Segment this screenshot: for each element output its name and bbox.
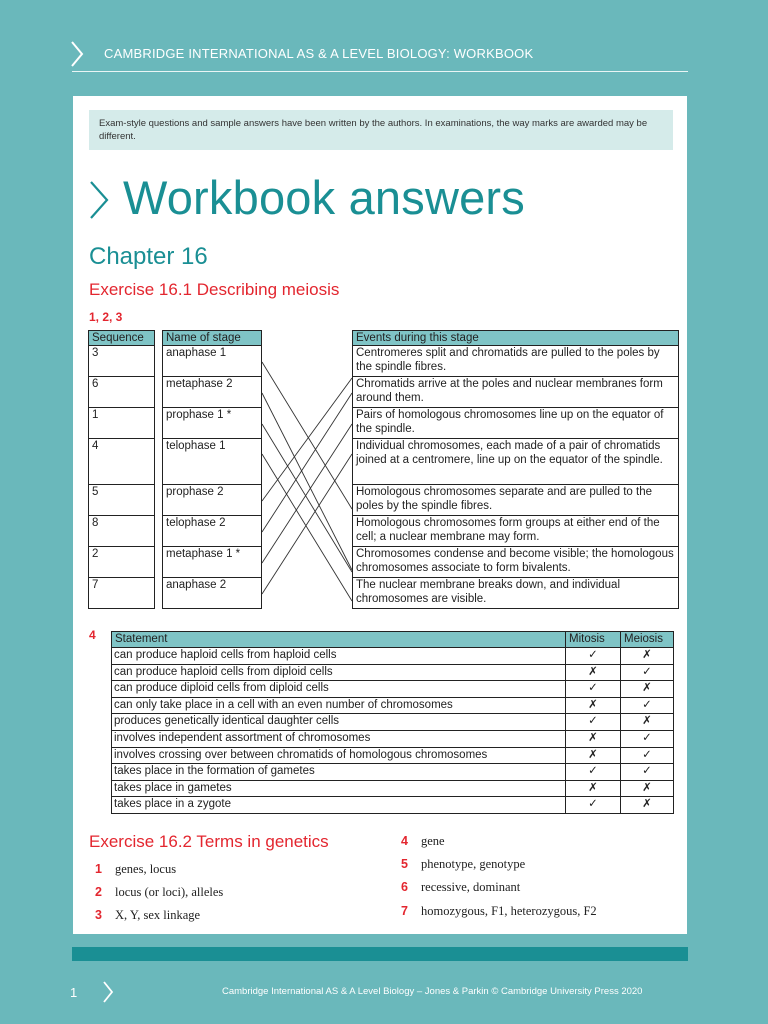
list-item [401,880,520,895]
item-number: 2 [95,885,102,899]
meiosis-mark: ✗ [621,648,674,665]
list-item [95,885,223,900]
question-label-4: 4 [89,628,96,642]
item-text: locus (or loci), alleles [115,885,224,899]
chevron-right-icon [102,980,114,1004]
list-item [95,862,176,877]
event-cell: The nuclear membrane breaks down, and individual chromosomes are visible. [353,578,679,609]
table-row [112,730,674,747]
sequence-cell: 3 [89,346,155,377]
event-cell: Chromosomes condense and become visible; the homologous chromosomes associate to form bivalents. [353,547,679,578]
list-item [401,834,445,849]
page-number: 1 [70,985,78,1000]
mitosis-mark: ✓ [566,714,621,731]
item-number: 6 [401,880,408,894]
statement-cell: takes place in the formation of gametes [112,764,566,781]
exercise-16-1-title: Exercise 16.1 Describing meiosis [89,280,340,299]
meiosis-mark: ✓ [621,664,674,681]
sequence-cell: 2 [89,547,155,578]
item-text: homozygous, F1, heterozygous, F2 [421,904,597,918]
list-item [401,904,597,919]
meiosis-header: Meiosis [621,632,674,648]
mitosis-mark: ✓ [566,681,621,698]
statement-cell: can produce haploid cells from haploid cells [112,648,566,665]
meiosis-mark: ✗ [621,797,674,814]
chevron-right-icon [70,40,84,68]
table-row [112,764,674,781]
mitosis-mark: ✗ [566,664,621,681]
table-row [112,664,674,681]
item-text: phenotype, genotype [421,857,526,871]
statement-cell: involves independent assortment of chromosomes [112,730,566,747]
mitosis-mark: ✓ [566,764,621,781]
stage-cell: metaphase 1 * [163,547,262,578]
footer-bar [72,947,688,961]
header-title: CAMBRIDGE INTERNATIONAL AS & A LEVEL BIOLOGY: WORKBOOK [104,46,534,61]
events-header: Events during this stage [353,331,679,346]
event-cell: Homologous chromosomes form groups at either end of the cell; a nuclear membrane may form. [353,516,679,547]
item-number: 3 [95,908,102,922]
mitosis-mark: ✗ [566,697,621,714]
table-row [112,648,674,665]
list-item [95,908,200,923]
header-rule [72,71,688,72]
item-number: 5 [401,857,408,871]
item-text: recessive, dominant [421,880,521,894]
sequence-header: Sequence [89,331,155,346]
exam-notice: Exam-style questions and sample answers have been written by the authors. In examinations, the way marks are awarded may be different. [89,110,673,150]
meiosis-mark: ✓ [621,697,674,714]
statement-cell: involves crossing over between chromatids of homologous chromosomes [112,747,566,764]
table-row [112,681,674,698]
question-label-1-2-3: 1, 2, 3 [89,310,123,324]
mitosis-mark: ✗ [566,747,621,764]
table-row [112,747,674,764]
sequence-cell: 1 [89,408,155,439]
item-number: 7 [401,904,408,918]
item-text: gene [421,834,445,848]
page [73,96,687,934]
mitosis-meiosis-table [111,631,674,814]
event-cell: Homologous chromosomes separate and are pulled to the poles by the spindle fibres. [353,485,679,516]
mitosis-mark: ✓ [566,648,621,665]
table-row [112,797,674,814]
meiosis-mark: ✓ [621,747,674,764]
footer-copyright: Cambridge International AS & A Level Biology – Jones & Parkin © Cambridge University Press 2020 [222,986,643,997]
exercise-16-2-title: Exercise 16.2 Terms in genetics [89,832,329,851]
event-cell: Pairs of homologous chromosomes line up on the equator of the spindle. [353,408,679,439]
sequence-cell: 8 [89,516,155,547]
list-item [401,857,525,872]
table-row [112,780,674,797]
page-title: Workbook answers [123,171,525,224]
statement-cell: produces genetically identical daughter cells [112,714,566,731]
sequence-cell: 4 [89,439,155,485]
event-cell: Chromatids arrive at the poles and nuclear membranes form around them. [353,377,679,408]
event-cell: Centromeres split and chromatids are pulled to the poles by the spindle fibres. [353,346,679,377]
statement-cell: can only take place in a cell with an even number of chromosomes [112,697,566,714]
meiosis-mark: ✗ [621,714,674,731]
table-row [112,714,674,731]
sequence-cell: 7 [89,578,155,609]
stage-cell: prophase 1 * [163,408,262,439]
mitosis-mark: ✗ [566,730,621,747]
item-number: 1 [95,862,102,876]
item-text: genes, locus [115,862,177,876]
stage-cell: telophase 2 [163,516,262,547]
stage-header: Name of stage [163,331,262,346]
statement-cell: takes place in a zygote [112,797,566,814]
statement-cell: can produce haploid cells from diploid cells [112,664,566,681]
meiosis-mark: ✗ [621,780,674,797]
mitosis-mark: ✓ [566,797,621,814]
matching-lines [73,96,687,616]
mitosis-mark: ✗ [566,780,621,797]
sequence-cell: 5 [89,485,155,516]
statement-cell: takes place in gametes [112,780,566,797]
sequence-cell: 6 [89,377,155,408]
stage-cell: anaphase 1 [163,346,262,377]
table-row [112,697,674,714]
stage-cell: anaphase 2 [163,578,262,609]
statement-cell: can produce diploid cells from diploid cells [112,681,566,698]
stage-cell: telophase 1 [163,439,262,485]
meiosis-mark: ✓ [621,764,674,781]
stage-cell: prophase 2 [163,485,262,516]
meiosis-mark: ✓ [621,730,674,747]
stage-cell: metaphase 2 [163,377,262,408]
statement-header: Statement [112,632,566,648]
item-number: 4 [401,834,408,848]
meiosis-mark: ✗ [621,681,674,698]
chapter-heading: Chapter 16 [89,243,208,270]
event-cell: Individual chromosomes, each made of a pair of chromatids joined at a centromere, line up on the equator of the spindle. [353,439,679,485]
item-text: X, Y, sex linkage [115,908,201,922]
mitosis-header: Mitosis [566,632,621,648]
